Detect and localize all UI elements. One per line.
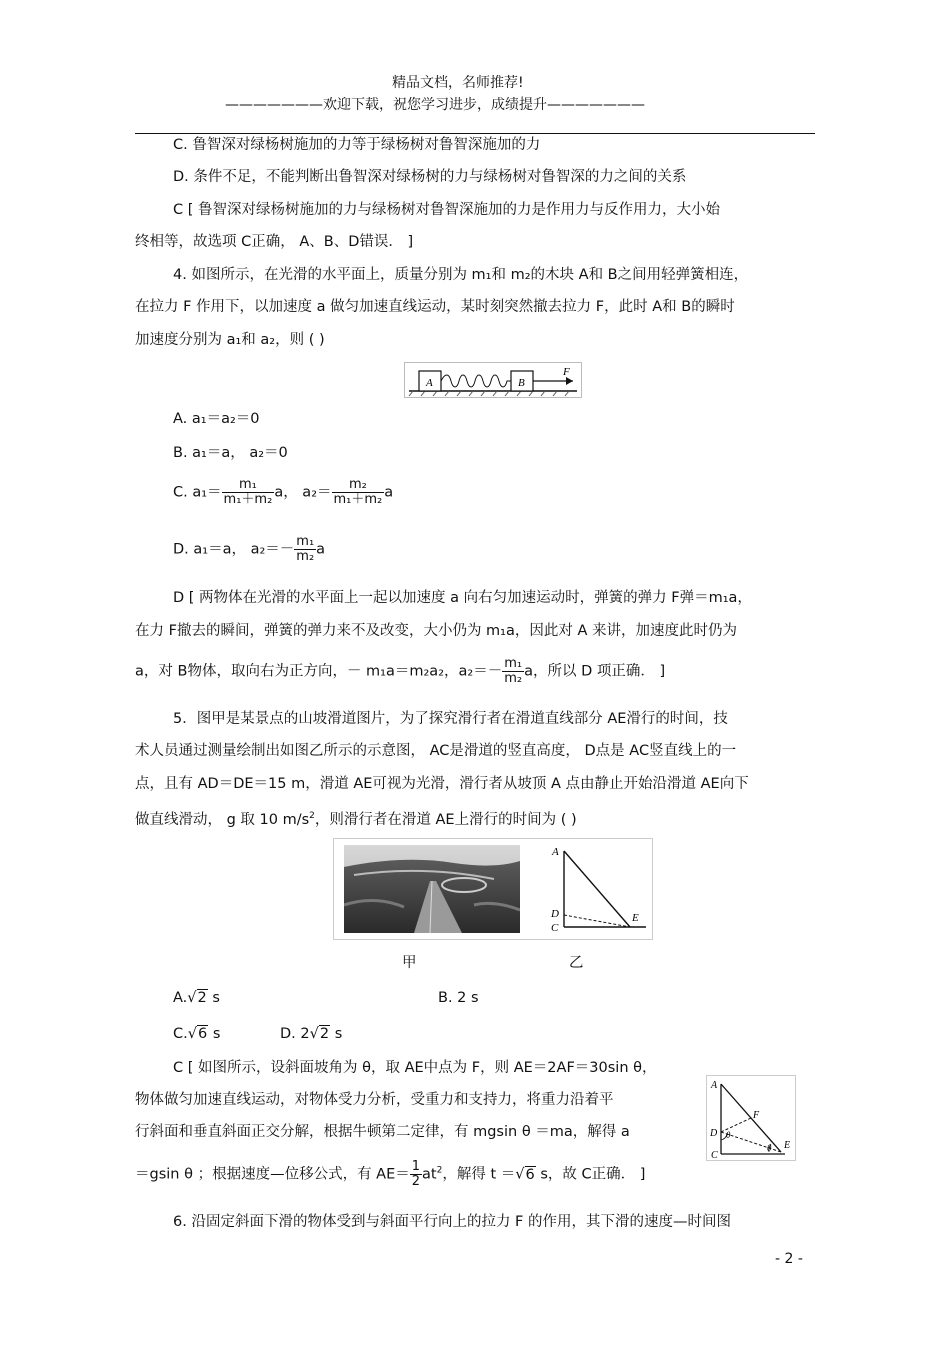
- sqrt-icon: √: [187, 990, 197, 1006]
- q4-option-d-prefix: D. a₁＝a， a₂＝－: [173, 541, 295, 558]
- q5-figure-caption-jia: 甲: [402, 955, 417, 971]
- q4-option-d-den: m₂: [296, 549, 315, 564]
- q5-answer-figure: [706, 1075, 796, 1161]
- q5-diag-label-d: D: [551, 908, 559, 920]
- q5-answer-line3: 行斜面和垂直斜面正交分解，根据牛顿第二定律，有 mgsin θ ＝ma，解得 a: [135, 1124, 630, 1140]
- q5-option-c-radicand: 6: [197, 1026, 208, 1042]
- q4-spring-figure: [404, 362, 582, 398]
- q5-stem-line3: 点，且有 AD＝DE＝15 m，滑道 AE可视为光滑，滑行者从坡顶 A 点由静止开始沿滑道 AE向下: [135, 776, 749, 792]
- q4-answer-line3-prefix: a，对 B物体，取向右为正方向，－ m₁a＝m₂a₂，a₂＝－: [135, 663, 503, 680]
- q5-option-a: [173, 988, 220, 1008]
- q3-answer-line1: C [ 鲁智深对绿杨树施加的力与绿杨树对鲁智深施加的力是作用力与反作用力，大小始: [173, 202, 720, 218]
- q4-option-c-f1-den: m₁＋m₂: [223, 492, 273, 507]
- q4-option-d: [173, 535, 325, 564]
- q5-option-d: [280, 1024, 342, 1044]
- q4-option-d-suffix: a: [316, 541, 326, 558]
- sqrt-icon: √: [309, 1026, 319, 1042]
- q5-option-d-radicand: 2: [319, 1026, 330, 1042]
- q5-stem-line1: 5．图甲是某景点的山坡滑道图片，为了探究滑行者在滑道直线部分 AE滑行的时间，技: [173, 711, 728, 727]
- q4-fig-label-b: B: [518, 377, 525, 389]
- q5-answer-radicand: 6: [525, 1166, 535, 1183]
- q5-answer-num: 1: [411, 1159, 421, 1174]
- q5-answer-solve: ，解得 t ＝: [442, 1166, 516, 1183]
- q4-spring-diagram: [405, 363, 581, 397]
- q4-answer-line3: [135, 657, 665, 686]
- sqrt-icon: √: [515, 1166, 525, 1183]
- q5-ans-label-f: F: [753, 1110, 760, 1121]
- q5-ans-label-theta1: θ: [726, 1130, 731, 1140]
- header-title: 精品文档，名师推荐!: [392, 75, 524, 91]
- q4-option-c: [173, 478, 393, 507]
- q4-answer-line3-suffix: a，所以 D 项正确． ]: [524, 663, 666, 680]
- q4-option-d-num: m₁: [296, 534, 315, 549]
- q4-answer-den: m₂: [504, 671, 523, 686]
- q4-answer-fraction: [502, 657, 524, 686]
- q5-answer-den: 2: [411, 1174, 421, 1189]
- q5-option-b: B. 2 s: [438, 990, 479, 1006]
- q5-ans-label-c: C: [711, 1150, 718, 1160]
- q5-option-c-unit: s: [208, 1026, 221, 1042]
- q5-stem-line2: 术人员通过测量绘制出如图乙所示的示意图， AC是滑道的竖直高度， D点是 AC竖直线上的一: [135, 743, 737, 759]
- q5-answer-suffix: s，故 C正确． ]: [535, 1166, 646, 1183]
- q5-option-a-radicand: 2: [197, 990, 207, 1006]
- q5-ans-label-theta2: θ: [767, 1143, 772, 1153]
- q4-stem-line1: 4. 如图所示，在光滑的水平面上，质量分别为 m₁和 m₂的木块 A和 B之间用轻弹簧相连，: [173, 267, 749, 283]
- q4-option-c-fraction2: [332, 478, 385, 507]
- q5-answer-at: at: [422, 1166, 437, 1183]
- q4-fig-label-f: F: [563, 366, 570, 378]
- header-rule: [135, 133, 815, 134]
- q5-option-d-prefix: D. 2: [280, 1026, 310, 1042]
- q5-answer-line1: C [ 如图所示，设斜面坡角为 θ，取 AE中点为 F，则 AE＝2AF＝30sin θ，: [173, 1060, 657, 1076]
- q5-option-d-unit: s: [330, 1026, 343, 1042]
- q3-option-c: C. 鲁智深对绿杨树施加的力等于绿杨树对鲁智深施加的力: [173, 137, 541, 153]
- q5-option-c-prefix: C.: [173, 1026, 188, 1042]
- header-subtitle: ———————欢迎下载，祝您学习进步，成绩提升———————: [225, 97, 645, 113]
- q4-option-c-f2-num: m₂: [332, 478, 385, 493]
- q5-option-a-prefix: A.: [173, 990, 188, 1006]
- q5-answer-diagram: [707, 1076, 795, 1160]
- q4-answer-num: m₁: [504, 656, 523, 671]
- q5-ans-label-a: A: [711, 1080, 718, 1091]
- page-number: - 2 -: [775, 1251, 803, 1267]
- sqrt-icon: √: [187, 1026, 197, 1042]
- q5-ans-label-e: E: [784, 1140, 791, 1151]
- q3-answer-line2: 终相等，故选项 C正确， A、B、D错误． ]: [135, 234, 414, 250]
- q4-stem-line2: 在拉力 F 作用下，以加速度 a 做匀加速直线运动，某时刻突然撤去拉力 F，此时 A和 B的瞬时: [135, 299, 735, 315]
- q5-figure-frame: [333, 838, 653, 940]
- q3-option-d: D. 条件不足，不能判断出鲁智深对绿杨树的力与绿杨树对鲁智深的力之间的关系: [173, 169, 687, 185]
- q5-option-a-unit: s: [207, 990, 220, 1006]
- q4-stem-line3: 加速度分别为 a₁和 a₂，则 ( ): [135, 332, 325, 348]
- q4-option-b: B. a₁＝a， a₂＝0: [173, 445, 288, 461]
- q5-answer-fraction: [410, 1160, 422, 1189]
- q5-stem-line4-prefix: 做直线滑动， g 取 10 m/s: [135, 811, 310, 828]
- q5-stem-line4: [135, 806, 577, 830]
- q4-option-a: A. a₁＝a₂＝0: [173, 411, 260, 427]
- q5-stem-line4-suffix: ，则滑行者在滑道 AE上滑行的时间为 ( ): [314, 811, 577, 828]
- q5-slope-diagram: [546, 843, 656, 933]
- q5-answer-line4-prefix: ＝gsin θ ；根据速度—位移公式，有 AE＝: [135, 1166, 410, 1183]
- q5-diag-label-e: E: [632, 912, 639, 924]
- q5-answer-line4: [135, 1160, 645, 1189]
- q5-diag-label-a: A: [552, 846, 559, 858]
- q4-answer-line2: 在力 F撤去的瞬间，弹簧的弹力来不及改变，大小仍为 m₁a，因此对 A 来讲，加速度此时仍为: [135, 623, 738, 639]
- q5-answer-line2: 物体做匀加速直线运动，对物体受力分析，受重力和支持力，将重力沿着平: [135, 1092, 614, 1108]
- q4-option-c-f2-den: m₁＋m₂: [333, 492, 383, 507]
- q4-option-c-mid: a， a₂＝: [274, 484, 332, 501]
- q4-option-c-suffix: a: [384, 484, 394, 501]
- q4-fig-label-a: A: [426, 377, 433, 389]
- q4-option-c-fraction1: [222, 478, 275, 507]
- q5-figure-caption-yi: 乙: [569, 955, 584, 971]
- q5-stem-line4-sup: 2: [309, 811, 315, 821]
- q4-option-d-fraction: [294, 535, 316, 564]
- q5-slide-photo: [344, 845, 520, 933]
- q4-answer-line1: D [ 两物体在光滑的水平面上一起以加速度 a 向右匀加速运动时，弹簧的弹力 F弹＝m₁a，: [173, 590, 752, 606]
- q6-stem-line1: 6. 沿固定斜面下滑的物体受到与斜面平行向上的拉力 F 的作用，其下滑的速度—时间图: [173, 1214, 731, 1230]
- q5-ans-label-d: D: [710, 1128, 718, 1139]
- q5-option-c: [173, 1024, 220, 1044]
- q5-answer-sup: 2: [436, 1165, 443, 1176]
- q5-diag-label-c: C: [551, 922, 559, 933]
- q4-option-c-prefix: C. a₁＝: [173, 484, 222, 501]
- q4-option-c-f1-num: m₁: [222, 478, 275, 493]
